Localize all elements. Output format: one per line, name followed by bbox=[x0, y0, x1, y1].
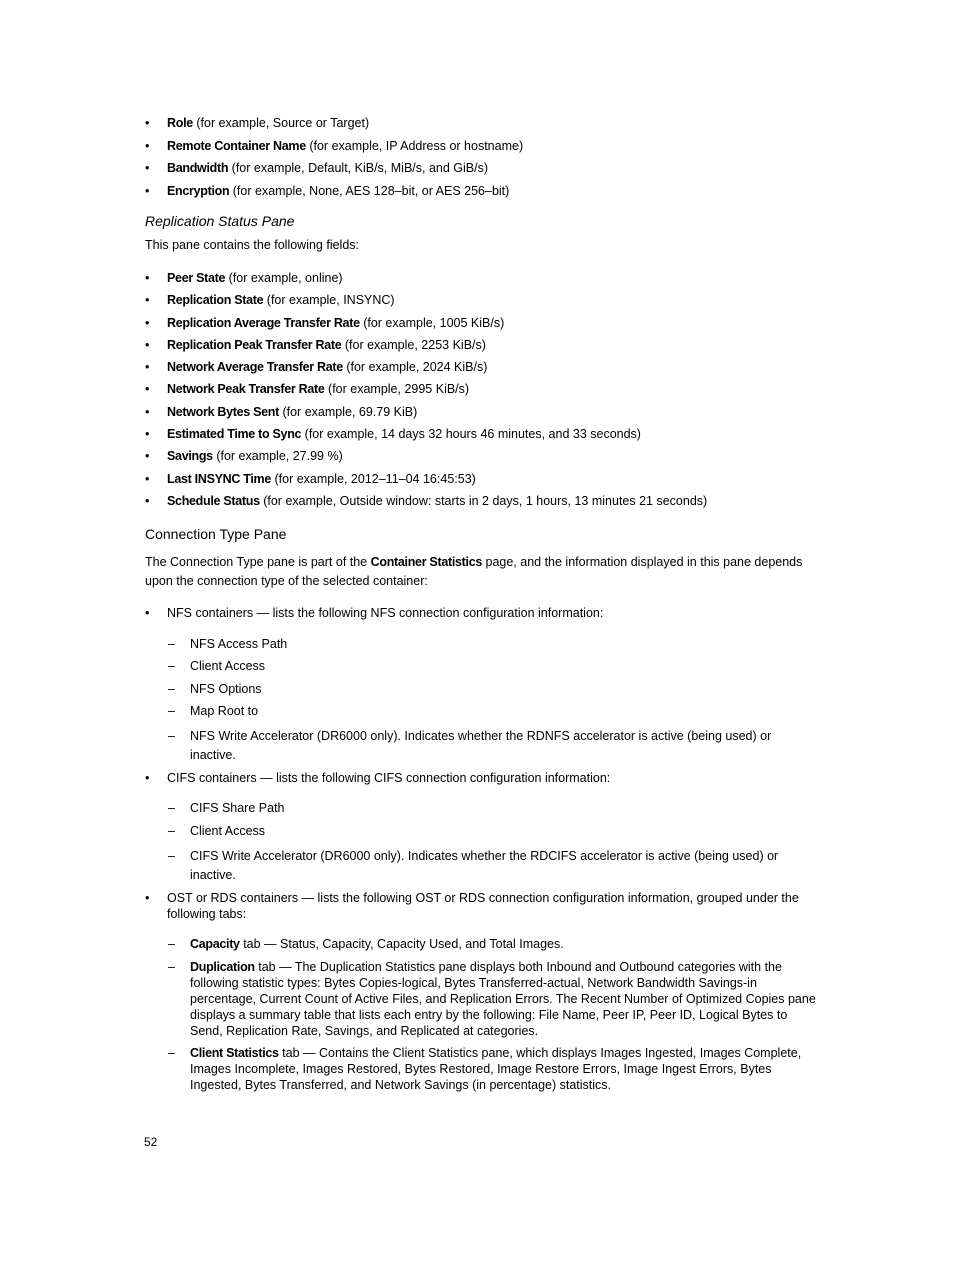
list-item: • Savings (for example, 27.99 %) bbox=[145, 449, 343, 464]
sublist-item: – NFS Options bbox=[168, 681, 262, 696]
list-item: • Network Peak Transfer Rate (for example, 2995 KiB/s) bbox=[145, 382, 470, 397]
list-item: • Replication Average Transfer Rate (for example, 1005 KiB/s) bbox=[145, 315, 505, 330]
sublist-item: – Client Statistics tab — Contains the Client Statistics pane, which displays Images Ingested, Images Complete, Images Incomplete, Images Restored, Bytes Restored, Image Restore Errors, Image Ingest Errors, Bytes Ingested, Bytes Transferred, and Network Savings (in percentage) statistics. bbox=[168, 1046, 802, 1092]
connection-type-heading: Connection Type Pane bbox=[145, 526, 287, 542]
list-item: • Last INSYNC Time (for example, 2012–11–04 16:45:53) bbox=[145, 471, 476, 486]
list-item: • Role (for example, Source or Target) bbox=[145, 116, 370, 130]
sublist-item: – NFS Access Path bbox=[168, 637, 288, 651]
connection-intro: The Connection Type pane is part of the Container Statistics page, and the information displayed in this pane depends upon the connection type of the selected container: bbox=[145, 555, 803, 588]
sublist-item: – Client Access bbox=[168, 824, 266, 838]
sublist-item: – CIFS Share Path bbox=[168, 801, 285, 815]
list-item: • Encryption (for example, None, AES 128–bit, or AES 256–bit) bbox=[145, 183, 510, 198]
replication-status-heading: Replication Status Pane bbox=[145, 213, 295, 229]
nfs-containers-item: • NFS containers — lists the following NFS connection configuration information: bbox=[145, 606, 604, 620]
sublist-item: – Map Root to bbox=[168, 703, 259, 718]
list-item: • Bandwidth (for example, Default, KiB/s, MiB/s, and GiB/s) bbox=[145, 161, 488, 175]
list-item: • Peer State (for example, online) bbox=[145, 271, 343, 285]
ost-sublist bbox=[168, 936, 838, 1093]
sublist-item: – NFS Write Accelerator (DR6000 only). Indicates whether the RDNFS accelerator is active (being used) or inactive. bbox=[168, 728, 772, 762]
list-item: • Estimated Time to Sync (for example, 14 days 32 hours 46 minutes, and 33 seconds) bbox=[145, 427, 641, 442]
sublist-item: – Client Access bbox=[168, 659, 266, 674]
list-item: • Remote Container Name (for example, IP Address or hostname) bbox=[145, 138, 524, 153]
list-item: • Network Average Transfer Rate (for example, 2024 KiB/s) bbox=[145, 360, 488, 375]
container-settings-list bbox=[145, 115, 845, 205]
replication-fields-list bbox=[145, 270, 845, 515]
cifs-sublist bbox=[168, 800, 838, 885]
list-item: • Replication State (for example, INSYNC) bbox=[145, 293, 395, 308]
sublist-item: – Capacity tab — Status, Capacity, Capacity Used, and Total Images. bbox=[168, 937, 564, 951]
list-item: • Schedule Status (for example, Outside window: starts in 2 days, 1 hours, 13 minutes 21 seconds) bbox=[145, 493, 708, 508]
nfs-sublist bbox=[168, 636, 838, 765]
sublist-item: – CIFS Write Accelerator (DR6000 only). Indicates whether the RDCIFS accelerator is active (being used) or inactive. bbox=[168, 849, 779, 882]
replication-intro: This pane contains the following fields: bbox=[145, 238, 360, 252]
ost-containers-item: • OST or RDS containers — lists the following OST or RDS connection configuration information, grouped under the following tabs: bbox=[145, 891, 799, 921]
list-item: • Replication Peak Transfer Rate (for example, 2253 KiB/s) bbox=[145, 337, 486, 352]
sublist-item: – Duplication tab — The Duplication Statistics pane displays both Inbound and Outbound categories with the following statistic types: Bytes Copies-logical, Bytes Transferred-actual, Network Bandwidth Savings-in percentage, Current Count of Active Files, and Replication Errors. The Recent Number of Optimized Copies pane displays a summary table that lists each entry by the following: File Name, Peer IP, Peer ID, Logical Bytes to Send, Replication Rate, Savings, and Replicated at categories. bbox=[168, 960, 816, 1038]
cifs-containers-item: • CIFS containers — lists the following CIFS connection configuration information: bbox=[145, 771, 611, 785]
list-item: • Network Bytes Sent (for example, 69.79 KiB) bbox=[145, 404, 418, 419]
page-number: 52 bbox=[144, 1135, 158, 1149]
